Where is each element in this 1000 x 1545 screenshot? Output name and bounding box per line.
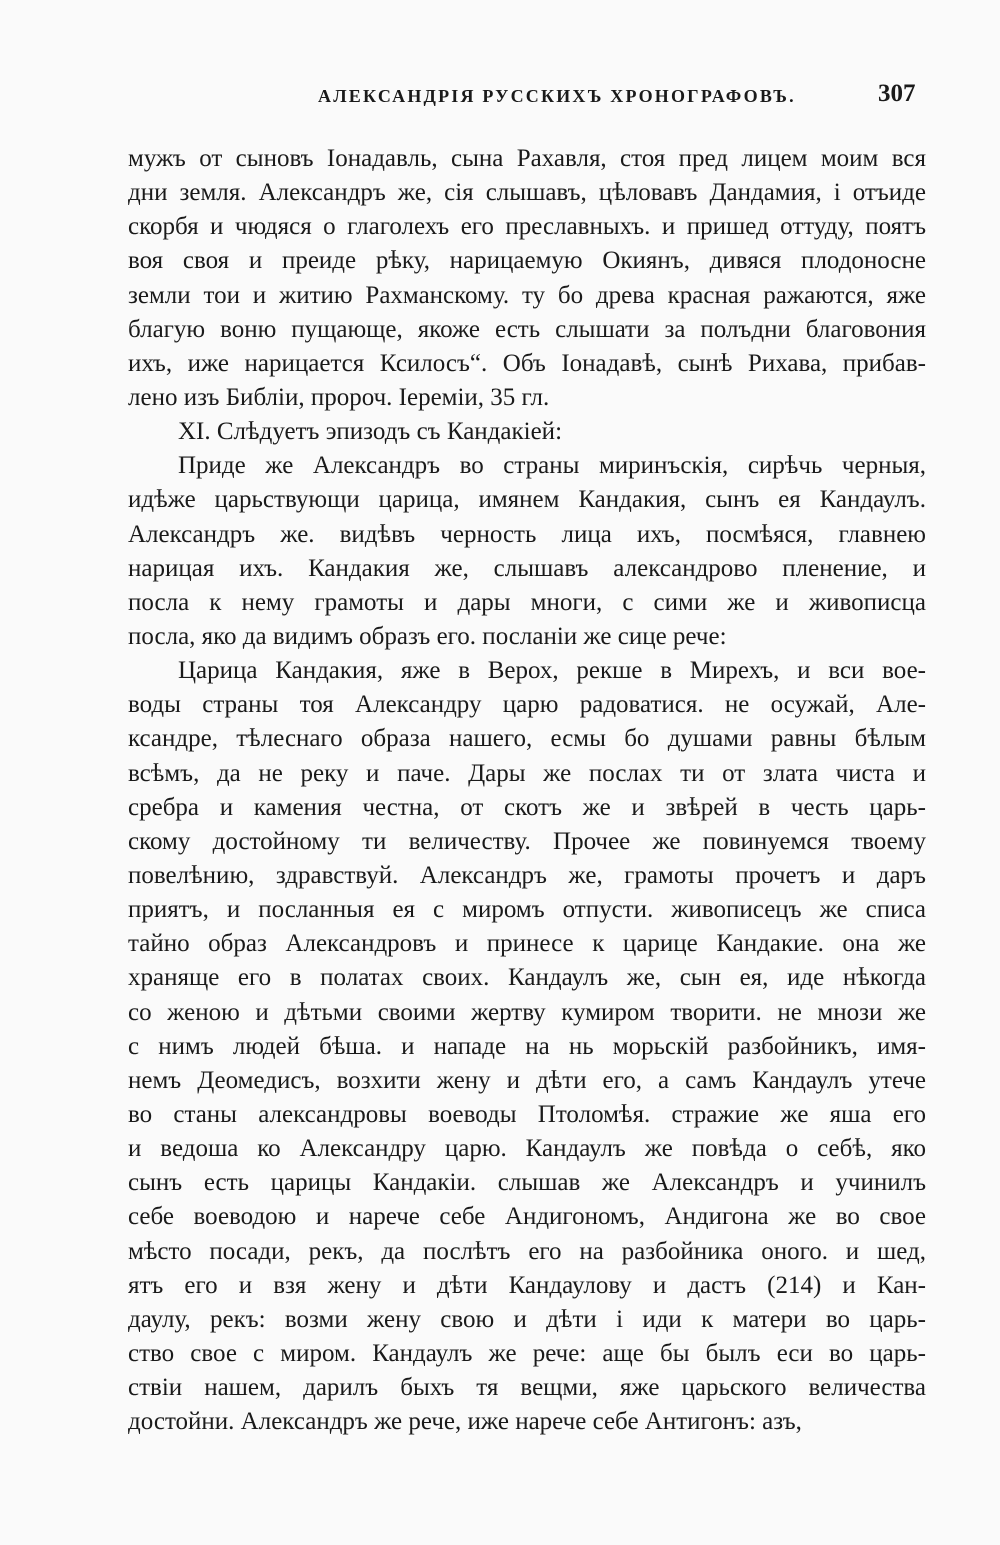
text-line: сребра и камения честна, от скотъ же и звѣрей в честь царь- <box>128 793 926 821</box>
text-line: XI. Слѣдуетъ эпизодъ съ Кандакiей: <box>178 418 563 446</box>
text-line: мѣсто посади, рекъ, да послѣтъ его на разбойника оного. и шед, <box>128 1237 926 1265</box>
paragraph <box>128 449 926 654</box>
text-line: ятъ его и взя жену и дѣти Кандаулову и дастъ (214) и Кан- <box>128 1271 926 1299</box>
text-line: немъ Деомедисъ, возхити жену и дѣти его, а самъ Кандаулъ утече <box>128 1066 926 1094</box>
running-title: АЛЕКСАНДРІЯ РУССКИХЪ ХРОНОГРАФОВЪ. <box>318 86 796 106</box>
body-text <box>128 142 926 1439</box>
text-line: скорбя и чюдяся о глаголехъ его преславныхъ. и пришед оттуду, поятъ <box>128 213 926 241</box>
text-line: идѣже царьствующи царица, имянем Кандакия, сынъ ея Кандаулъ. <box>128 486 926 514</box>
text-line: воя своя и преиде рѣку, нарицаемую Окиянъ, дивяся плодоносне <box>128 247 926 275</box>
text-line: с нимъ людей бѣша. и нападе на нь морьскiй разбойникъ, имя- <box>128 1032 926 1060</box>
page-number: 307 <box>878 80 916 107</box>
text-line: даулу, рекъ: возми жену свою и дѣти і иди к матери во царь- <box>128 1305 926 1333</box>
text-line: со женою и дѣтьми своими жертву кумиром творити. не мнози же <box>128 998 926 1026</box>
text-line: мужъ от сыновъ Іонадавль, сына Рахавля, стоя пред лицем моим вся <box>128 145 926 172</box>
text-line: нарицая ихъ. Кандакия же, слышавъ александрово пленение, и <box>128 554 926 582</box>
text-line: посла к нему грамоты и дары многи, с сими же и живописца <box>128 588 926 616</box>
text-line: ствiи нашем, дарилъ быхъ тя вещми, яже царьского величества <box>128 1374 926 1402</box>
text-line: ксандре, тѣлеснаго образа нашего, есмы бо душами равны бѣлым <box>128 725 926 753</box>
text-line: благую воню пущающе, якоже есть слышати за полъдни благовония <box>128 315 926 343</box>
text-line: Царица Кандакия, яже в Верох, рекше в Мирехъ, и вси вое- <box>178 657 926 685</box>
text-line: Приде же Александръ во страны миринъскiя, сирѣчь черныя, <box>178 452 926 480</box>
text-line: во станы александровы воеводы Птоломѣя. стражие же яша его <box>128 1100 926 1128</box>
text-line: себе воеводою и нарече себе Андигономъ, Андигона же во свое <box>128 1203 926 1231</box>
paragraph <box>128 142 926 415</box>
text-line: скому достойному ти величеству. Прочее же повинуемся твоему <box>128 827 926 855</box>
text-line: всѣмъ, да не реку и паче. Дары же послах ти от злата чиста и <box>128 759 926 787</box>
text-line: приятъ, и посланныя ея с миромъ отпусти. живописецъ же списа <box>128 896 926 924</box>
text-line: тайно образ Александровъ и принесе к царице Кандакие. она же <box>128 930 926 958</box>
text-line: ство свое с миром. Кандаулъ же рече: аще бы былъ еси во царь- <box>128 1339 926 1367</box>
text-line: ихъ, иже нарицается Ксилосъ“. Объ Іонадавѣ, сынѣ Рихава, прибав- <box>128 349 926 377</box>
text-line: лено изъ Библіи, пророч. Іеремiи, 35 гл. <box>128 383 550 411</box>
text-line: и ведоша ко Александру царю. Кандаулъ же повѣда о себѣ, яко <box>128 1135 926 1163</box>
text-line: дни земля. Александръ же, сія слышавъ, цѣловавъ Дандамия, і отъиде <box>128 179 926 207</box>
text-line: посла, яко да видимъ образъ его. посланiи же сице рече: <box>128 622 727 650</box>
paragraph <box>128 415 926 449</box>
text-line: сынъ есть царицы Кандакiи. слышав же Александръ и учинилъ <box>128 1169 926 1197</box>
text-line: повелѣнию, здравствуй. Александръ же, грамоты прочетъ и даръ <box>128 861 926 889</box>
text-line: воды страны тоя Александру царю радоватися. не осужай, Але- <box>128 691 926 719</box>
text-line: Александръ же. видѣвъ черность лица ихъ, посмѣяся, главнею <box>128 520 926 548</box>
text-line: хранящe его в полатах своих. Кандаулъ же, сын ея, иде нѣкогда <box>128 964 926 992</box>
paragraph <box>128 654 926 1439</box>
text-line: достойни. Александръ же рече, иже нарече себе Антигонъ: азъ, <box>128 1408 802 1436</box>
text-line: земли тои и житию Рахманскому. ту бо древа красная ражаются, яже <box>128 281 926 309</box>
